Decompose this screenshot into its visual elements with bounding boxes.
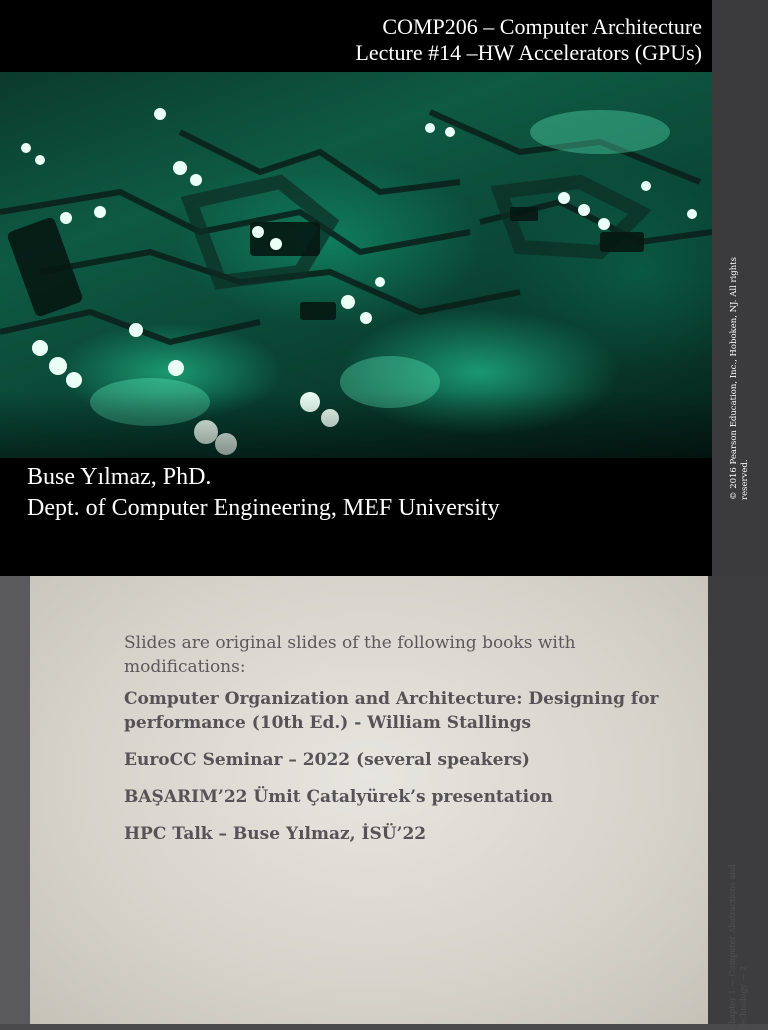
course-title-line-2: Lecture #14 –HW Accelerators (GPUs)	[355, 40, 702, 65]
presenter-affiliation: Dept. of Computer Engineering, MEF University	[27, 495, 500, 521]
copyright-notice: © 2016 Pearson Education, Inc., Hoboken, NJ. All rights reserved.	[729, 257, 750, 500]
course-title	[355, 14, 702, 66]
course-title-line-1: COMP206 – Computer Architecture	[382, 14, 702, 39]
circuit-board-graphic	[0, 72, 712, 458]
reference-item: HPC Talk – Buse Yılmaz, İSÜ’22	[124, 824, 427, 844]
slide-header	[0, 0, 712, 72]
slide-left-strip	[0, 576, 30, 1024]
credits-body	[124, 631, 664, 859]
credits-intro: Slides are original slides of the following books with modifications:	[124, 633, 576, 677]
circuit-board-image	[0, 72, 712, 458]
reference-item: EuroCC Seminar – 2022 (several speakers)	[124, 750, 530, 770]
presenter-info	[27, 462, 500, 524]
reference-item: Computer Organization and Architecture: Designing for performance (10th Ed.) - William Stallings	[124, 689, 659, 733]
faint-side-text: Chapter 1 — Computer Abstractions and Technology — 2	[728, 864, 748, 1030]
presenter-name: Buse Yılmaz, PhD.	[27, 464, 212, 490]
reference-item: BAŞARIM’22 Ümit Çatalyürek’s presentation	[124, 787, 553, 807]
